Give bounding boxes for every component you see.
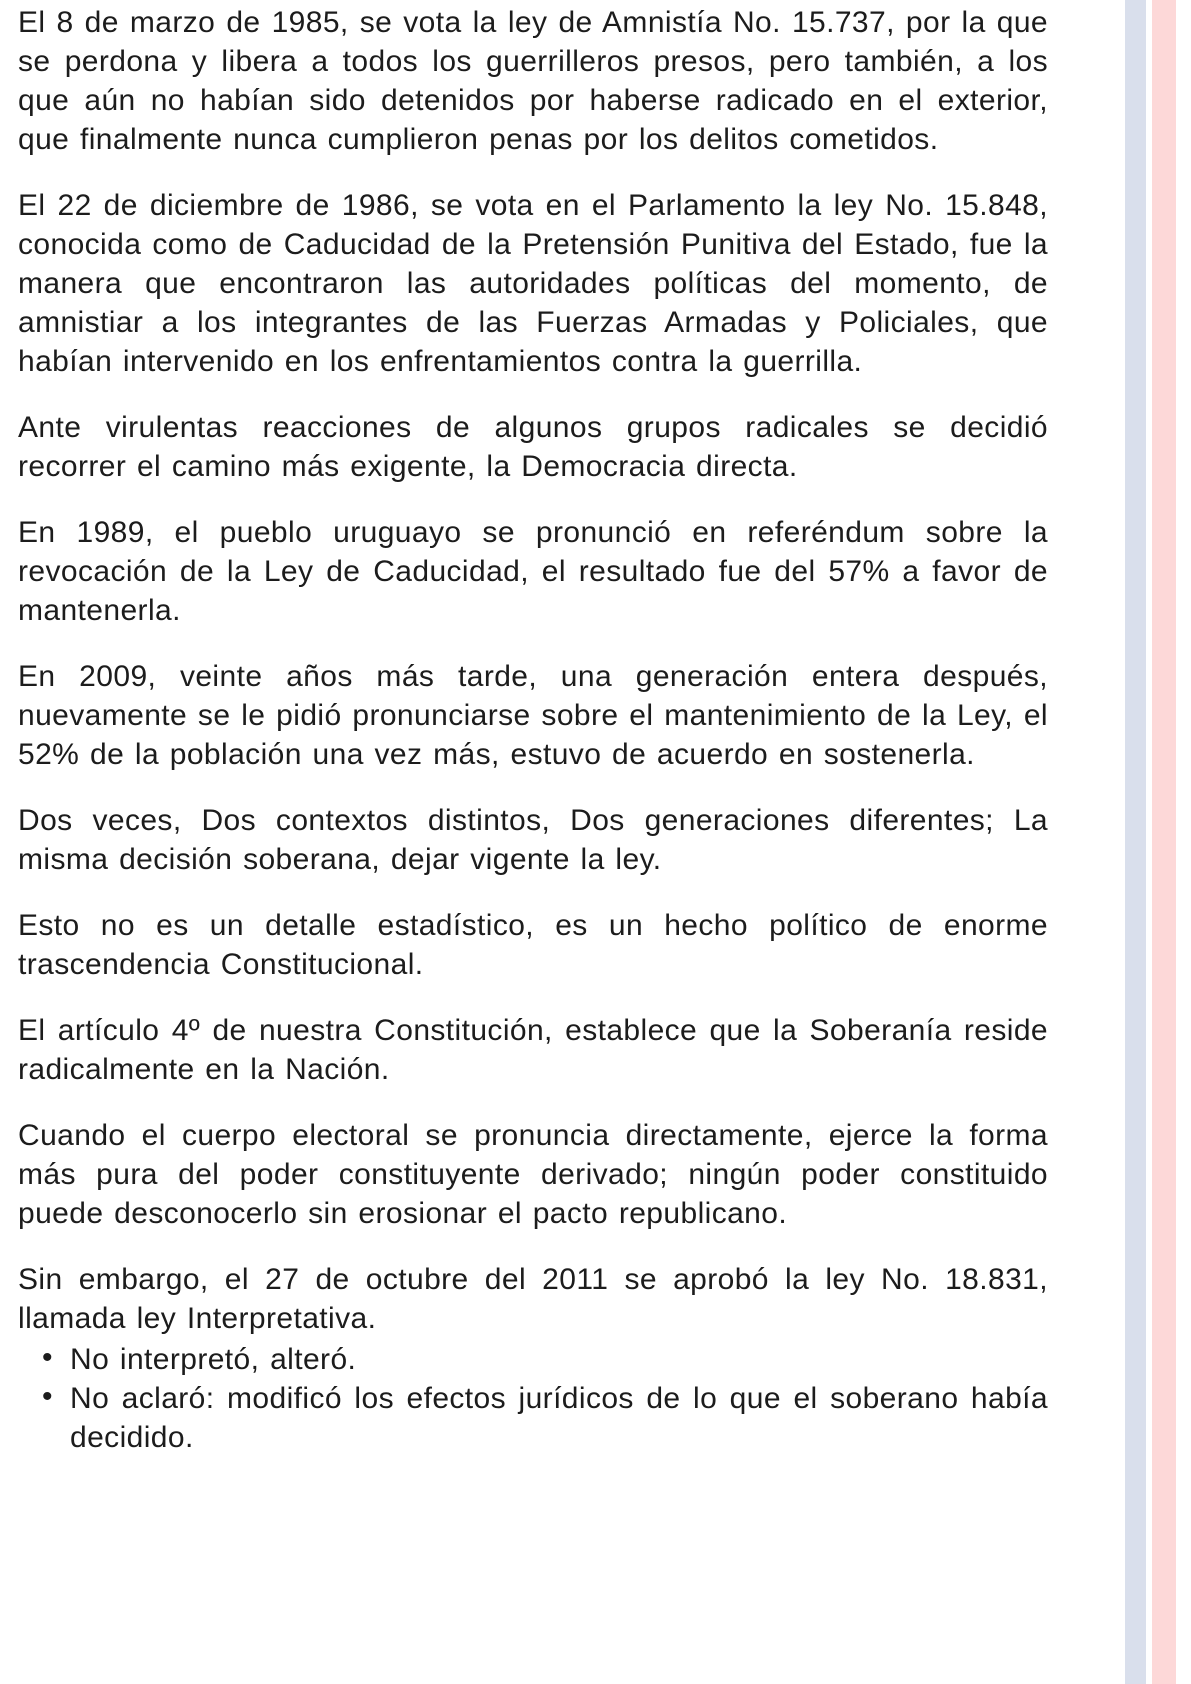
bullet-list [42,1340,1048,1457]
page-edge-stripe-pink [1152,0,1176,1684]
page-edge-stripe-blue [1125,0,1146,1684]
paragraph: El 22 de diciembre de 1986, se vota en el Parlamento la ley No. 15.848, conocida como de Caducidad de la Pretensión Punitiva del Estado, fue la manera que encontraron las autoridades políticas del momento, de amnistiar a los integrantes de las Fuerzas Armadas y Policiales, que habían intervenido en los enfrentamientos contra la guerrilla. [18,189,1048,378]
paragraph: Esto no es un detalle estadístico, es un hecho político de enorme trascendencia Constitucional. [18,909,1048,981]
paragraph: En 1989, el pueblo uruguayo se pronunció en referéndum sobre la revocación de la Ley de Caducidad, el resultado fue del 57% a favor de mantenerla. [18,516,1048,627]
paragraph: Dos veces, Dos contextos distintos, Dos generaciones diferentes; La misma decisión soberana, dejar vigente la ley. [18,804,1048,876]
bullet-item: • No interpretó, alteró. [42,1340,1048,1379]
paragraph: En 2009, veinte años más tarde, una generación entera después, nuevamente se le pidió pronunciarse sobre el mantenimiento de la Ley, el 52% de la población una vez más, estuvo de acuerdo en sostenerla. [18,660,1048,771]
document-body [18,3,1048,1457]
paragraph: El artículo 4º de nuestra Constitución, establece que la Soberanía reside radicalmente en la Nación. [18,1014,1048,1086]
paragraph: Cuando el cuerpo electoral se pronuncia directamente, ejerce la forma más pura del poder constituyente derivado; ningún poder constituido puede desconocerlo sin erosionar el pacto republicano. [18,1119,1048,1230]
paragraph: Sin embargo, el 27 de octubre del 2011 se aprobó la ley No. 18.831, llamada ley Interpretativa. [18,1263,1048,1335]
paragraph: El 8 de marzo de 1985, se vota la ley de Amnistía No. 15.737, por la que se perdona y libera a todos los guerrilleros presos, pero también, a los que aún no habían sido detenidos por haberse radicado en el exterior, que finalmente nunca cumplieron penas por los delitos cometidos. [18,6,1048,156]
paragraph: Ante virulentas reacciones de algunos grupos radicales se decidió recorrer el camino más exigente, la Democracia directa. [18,411,1048,483]
bullet-item: • No aclaró: modificó los efectos jurídicos de lo que el soberano había decidido. [42,1379,1048,1457]
